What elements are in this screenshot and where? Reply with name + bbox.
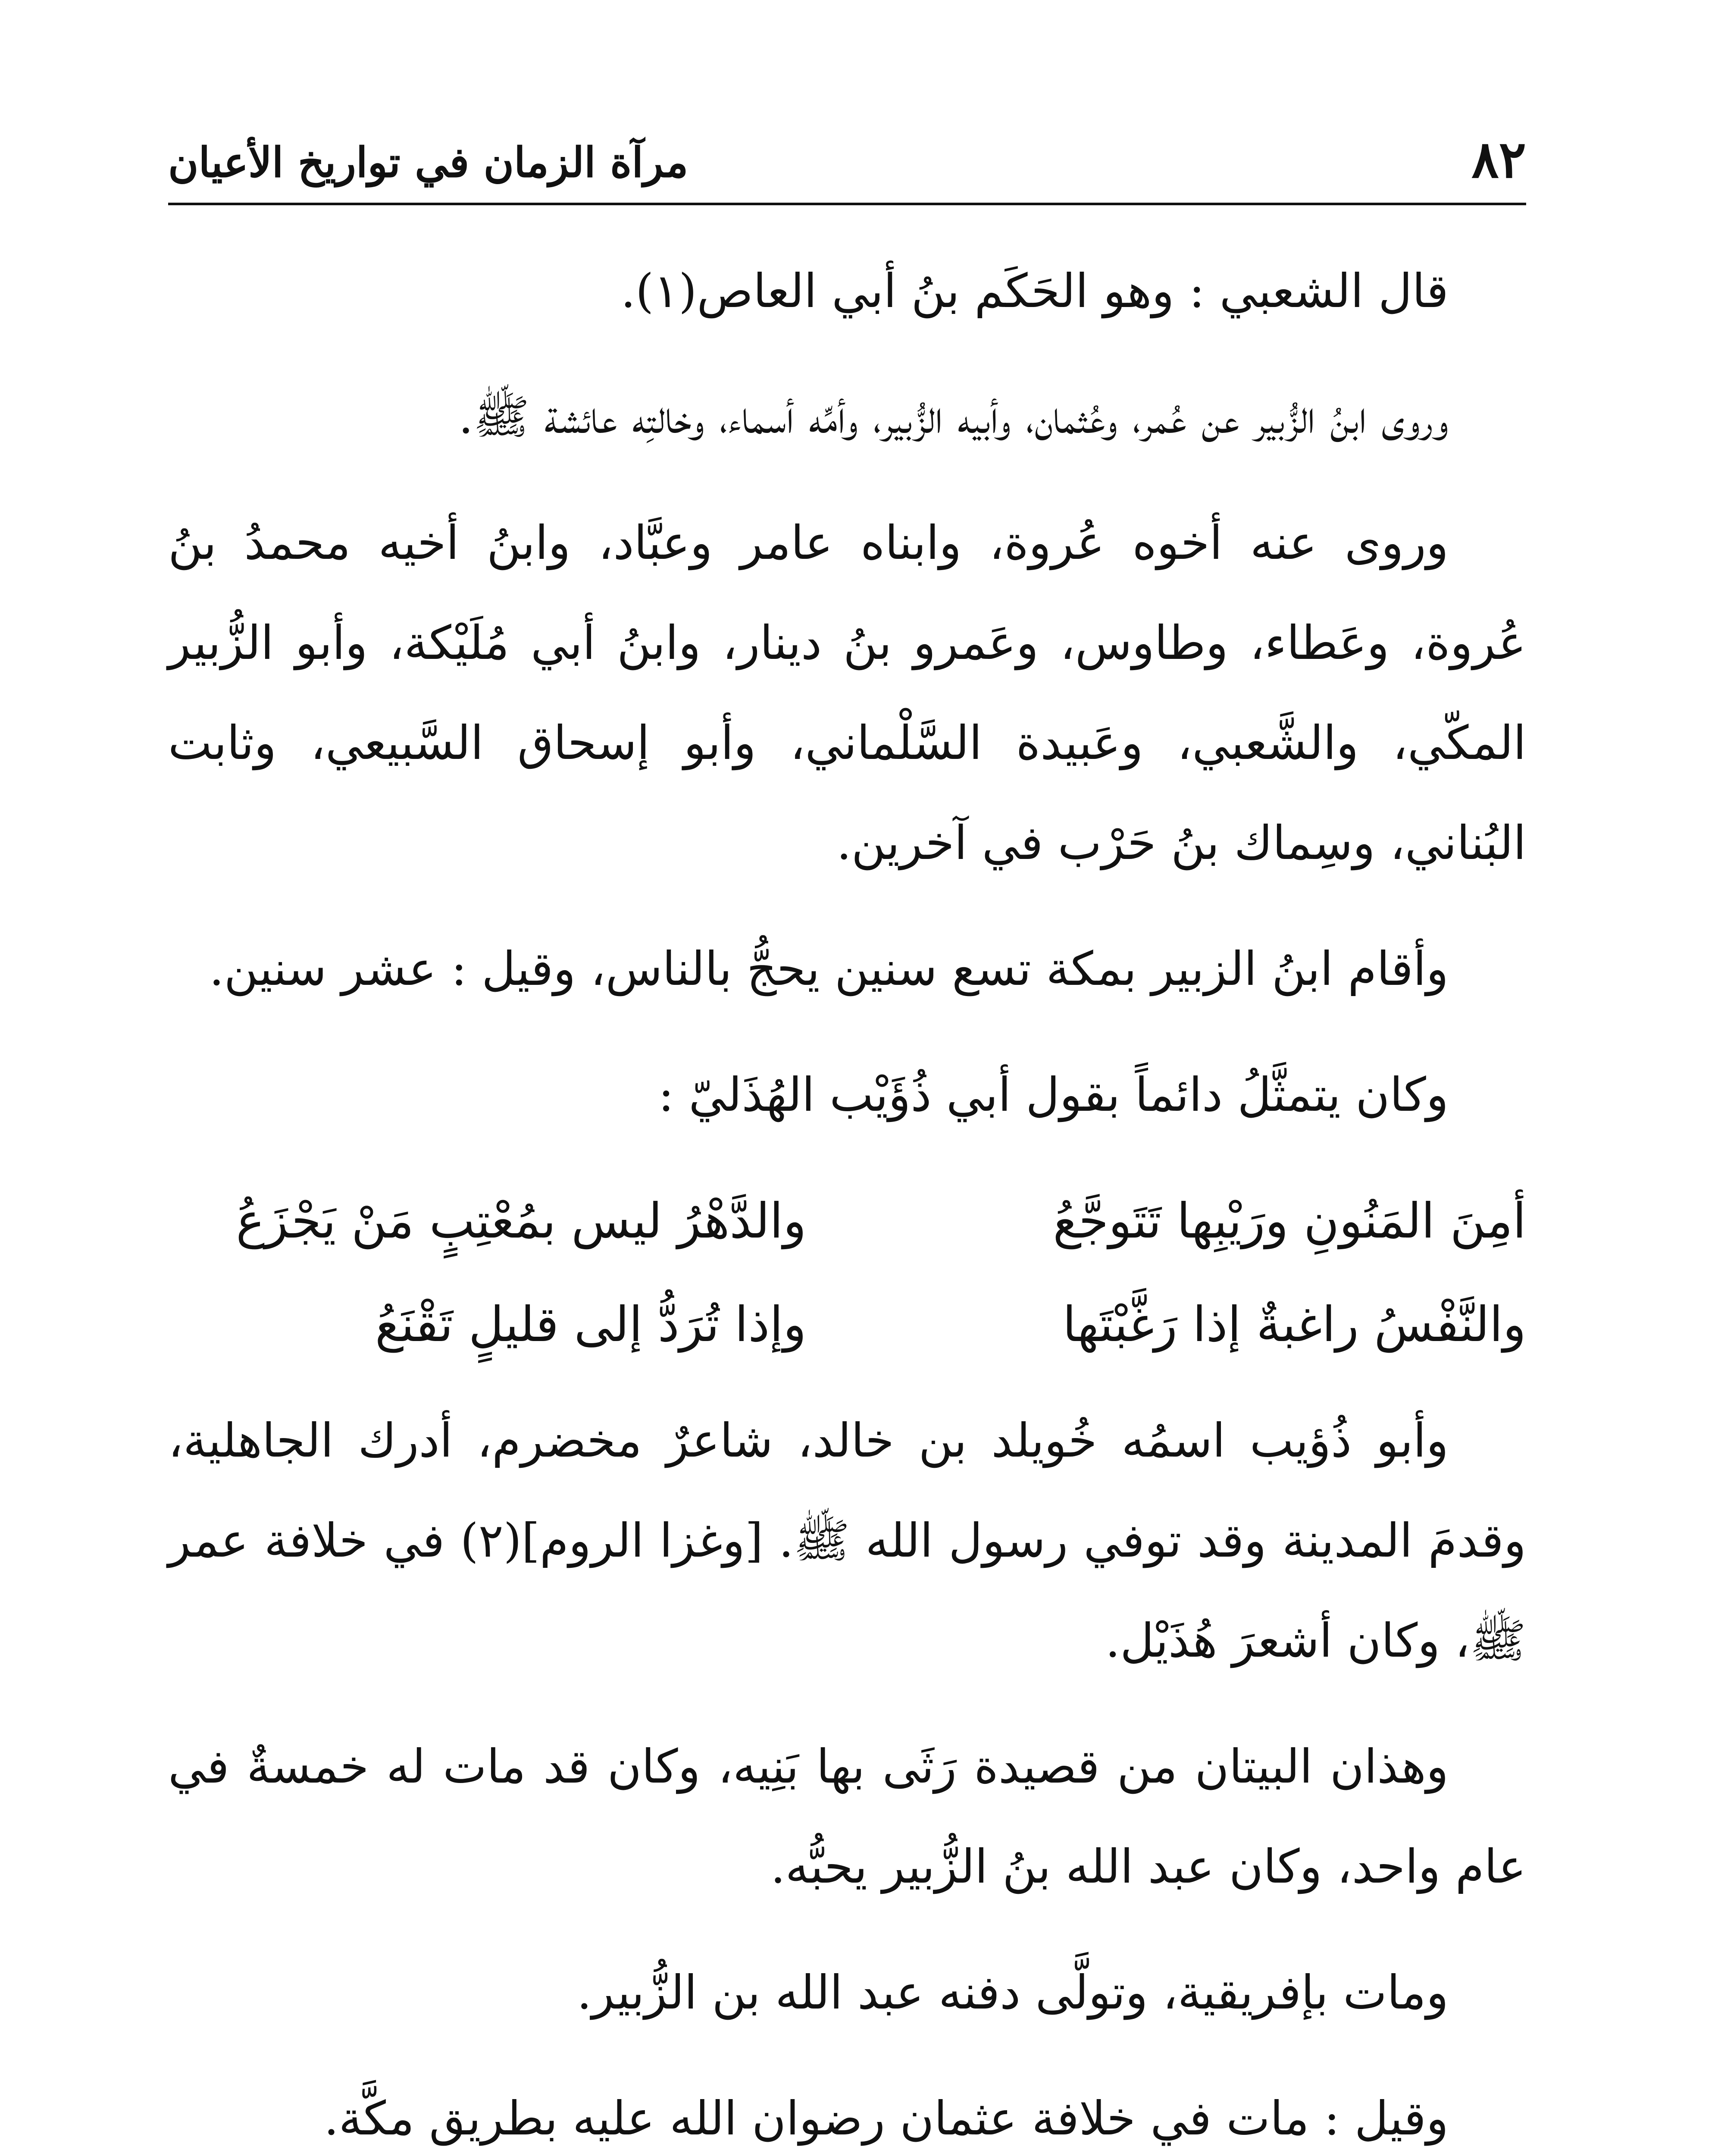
paragraph: وأقام ابنُ الزبير بمكة تسع سنين يحجُّ بالناس، وقيل : عشر سنين. (209, 942, 1449, 996)
paragraph: وأبو ذُؤيب اسمُه خُويلد بن خالد، شاعرٌ مخضرم، أدرك الجاهلية، وقدمَ المدينة وقد توفي رسول الله ﷺ. [وغزا الروم](٢) في خلافة عمر ﷺ، وكان أشعرَ هُذَيْل. (168, 1414, 1526, 1668)
paragraph: وقيل : مات في خلافة عثمان رضوان الله عليه بطريق مكَّة. (324, 2092, 1449, 2146)
poem-verse (168, 1275, 1526, 1378)
main-text (168, 241, 1526, 2156)
paragraph: وكان يتمثَّلُ دائماً بقول أبي ذُؤَيْب الهُذَليّ : (658, 1068, 1449, 1122)
hemistich-first: أمِنَ المَنُونِ ورَيْبِها تَتَوجَّعُ (1053, 1193, 1526, 1249)
running-title: مرآة الزمان في تواريخ الأعيان (168, 138, 688, 187)
poem (168, 1171, 1526, 1378)
paragraph: وروى ابنُ الزُّبير عن عُمر، وعُثمان، وأبيه الزُّبير، وأمِّه أسماء، وخالتِه عائشة ﷺ. (458, 390, 1449, 444)
paragraph: وهذان البيتان من قصيدة رَثَى بها بَنِيه، وكان قد مات له خمسةٌ في عام واحد، وكان عبد الله بنُ الزُّبير يحبُّه. (168, 1740, 1526, 1894)
poem-verse (168, 1171, 1526, 1275)
page-header (168, 129, 1526, 205)
paragraph: ومات بإفريقية، وتولَّى دفنه عبد الله بن الزُّبير. (577, 1966, 1449, 2020)
paragraph: وروى عنه أخوه عُروة، وابناه عامر وعبَّاد، وابنُ أخيه محمدُ بنُ عُروة، وعَطاء، وطاوس، وعَمرو بنُ دينار، وابنُ أبي مُلَيْكة، وأبو الزُّبير المكّي، والشَّعبي، وعَبيدة السَّلْماني، وأبو إسحاق السَّبيعي، وثابت البُناني، وسِماك بنُ حَرْب في آخرين. (168, 516, 1526, 870)
hemistich-first: والنَّفْسُ راغبةٌ إذا رَغَّبْتَها (1062, 1297, 1526, 1353)
paragraph: قال الشعبي : وهو الحَكَم بنُ أبي العاص(١). (620, 264, 1449, 318)
page-number: ٨٢ (1471, 129, 1526, 189)
hemistich-second: وإذا تُرَدُّ إلى قليلٍ تَقْنَعُ (375, 1297, 807, 1353)
hemistich-second: والدَّهْرُ ليس بمُعْتِبٍ مَنْ يَجْزَعُ (236, 1193, 807, 1249)
